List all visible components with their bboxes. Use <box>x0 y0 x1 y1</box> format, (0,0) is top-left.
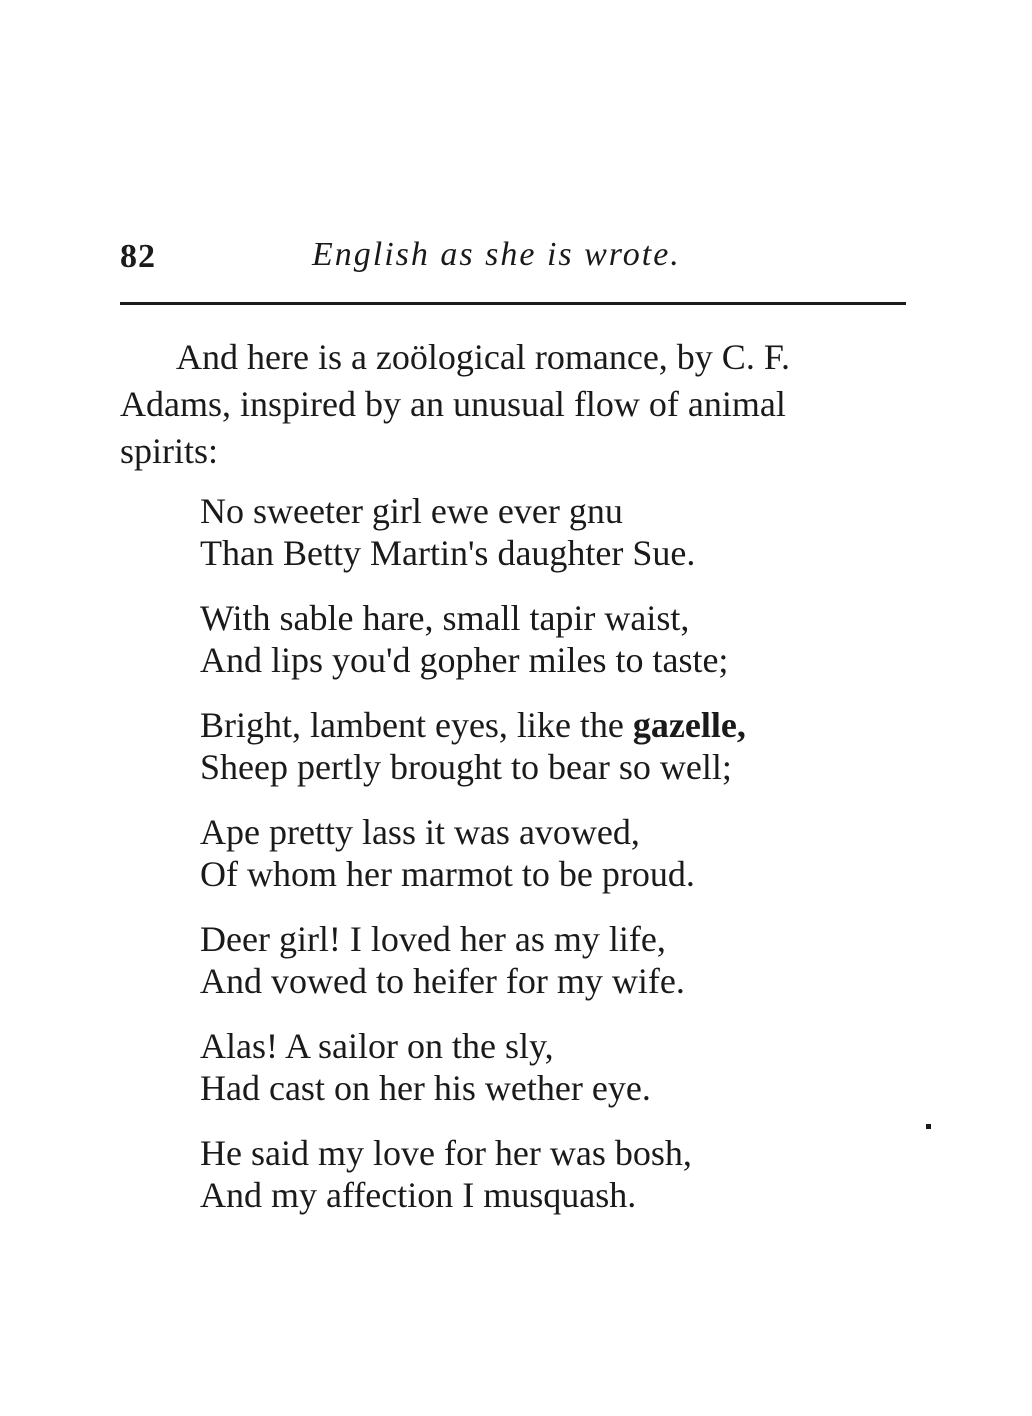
verse-line: With sable hare, small tapir waist, <box>200 598 690 638</box>
verse-line: Had cast on her his wether eye. <box>200 1068 651 1108</box>
page-number: 82 <box>120 238 156 275</box>
verse-line: And lips you'd gopher miles to taste; <box>200 640 729 680</box>
print-speck <box>926 1124 931 1129</box>
intro-paragraph <box>120 334 920 475</box>
verse-line: Of whom her marmot to be proud. <box>200 854 695 894</box>
bold-word: gazelle, <box>632 705 746 745</box>
verse-line: And vowed to heifer for my wife. <box>200 961 685 1001</box>
stanza <box>200 597 920 681</box>
stanza <box>200 1132 920 1216</box>
running-title: English as she is wrote. <box>312 236 681 273</box>
verse-line: Alas! A sailor on the sly, <box>200 1026 554 1066</box>
verse-line: Than Betty Martin's daughter Sue. <box>200 533 696 573</box>
poem <box>200 490 920 1239</box>
intro-line: Adams, inspired by an unusual flow of animal <box>120 384 786 424</box>
intro-line: And here is a zoölogical romance, by C. F. <box>176 337 790 377</box>
verse-line: Ape pretty lass it was avowed, <box>200 812 640 852</box>
stanza <box>200 704 920 788</box>
verse-line: And my affection I musquash. <box>200 1175 637 1215</box>
intro-line: spirits: <box>120 431 219 471</box>
verse-text: Bright, lambent eyes, like the <box>200 705 633 745</box>
verse-line: Deer girl! I loved her as my life, <box>200 919 666 959</box>
verse-line: No sweeter girl ewe ever gnu <box>200 491 623 531</box>
verse-line <box>200 704 920 746</box>
verse-line: Sheep pertly brought to bear so well; <box>200 747 732 787</box>
verse-line: He said my love for her was bosh, <box>200 1133 692 1173</box>
stanza <box>200 490 920 574</box>
header-rule <box>120 302 906 305</box>
stanza <box>200 1025 920 1109</box>
stanza <box>200 811 920 895</box>
stanza <box>200 918 920 1002</box>
